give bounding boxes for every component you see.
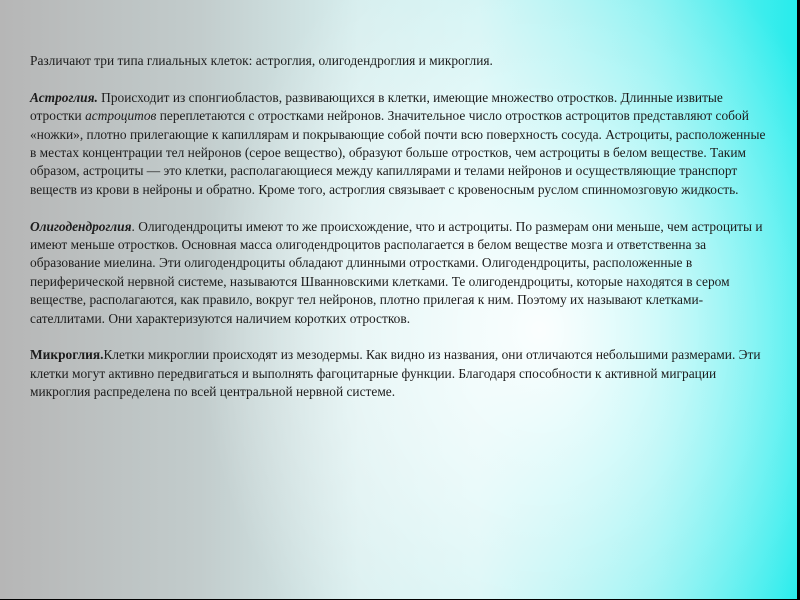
astroglia-text-b: переплетаются с отростками нейронов. Значительное число отростков астроцитов представляют собой «ножки», плотно прилегающие к капиллярам и покрывающие собой почти всю поверхность сосуда. Астроциты, расположенные в местах концентрации тел нейронов (серое вещество), образуют больше отростков, чем астроциты в белом веществе. Таким образом, астроциты — это клетки, располагающиеся между капиллярами и телами нейронов и осуществляющие транспорт веществ из крови в нейроны и обратно. Кроме того, астроглия связывает с кровеносным руслом спинномозговую жидкость.: [30, 108, 766, 197]
oligodendroglia-text: . Олигодендроциты имеют то же происхождение, что и астроциты. По размерам они меньше, чем астроциты и имеют меньше отростков. Основная масса олигодендроцитов располагается в белом веществе мозга и ответственна за образование миелина. Эти олигодендроциты обладают длинными отростками. Олигодендроциты, расположенные в периферической нервной системе, называются Шванновскими клетками. Те олигодендроциты, которые находятся в сером веществе, располагаются, как правило, вокруг тел нейронов, плотно прилегая к ним. Поэтому их называют клетками-сателлитами. Они характеризуются наличием коротких отростков.: [30, 218, 763, 326]
microglia-paragraph: [30, 346, 770, 401]
astroglia-text-a: Происходит из спонгиобластов, развивающихся в клетки, имеющие множество отростков. Длинные извитые отростки: [30, 89, 723, 124]
slide-content: [30, 52, 770, 420]
astroglia-paragraph: [30, 89, 770, 199]
intro-text: Различают три типа глиальных клеток: астроглия, олигодендроглия и микроглия.: [30, 53, 493, 68]
intro-paragraph: [30, 52, 770, 70]
oligodendroglia-paragraph: [30, 218, 770, 328]
astroglia-term: Астроглия.: [30, 89, 98, 105]
microglia-text: Клетки микроглии происходят из мезодермы. Как видно из названия, они отличаются небольшими размерами. Эти клетки могут активно передвигаться и выполнять фагоцитарные функции. Благодаря способности к активной миграции микроглия распределена по всей центральной нервной системе.: [30, 347, 761, 400]
oligodendroglia-term: Олигодендроглия: [30, 218, 132, 234]
microglia-term: Микроглия.: [30, 347, 104, 363]
astrocytes-term: астроцитов: [85, 108, 157, 124]
